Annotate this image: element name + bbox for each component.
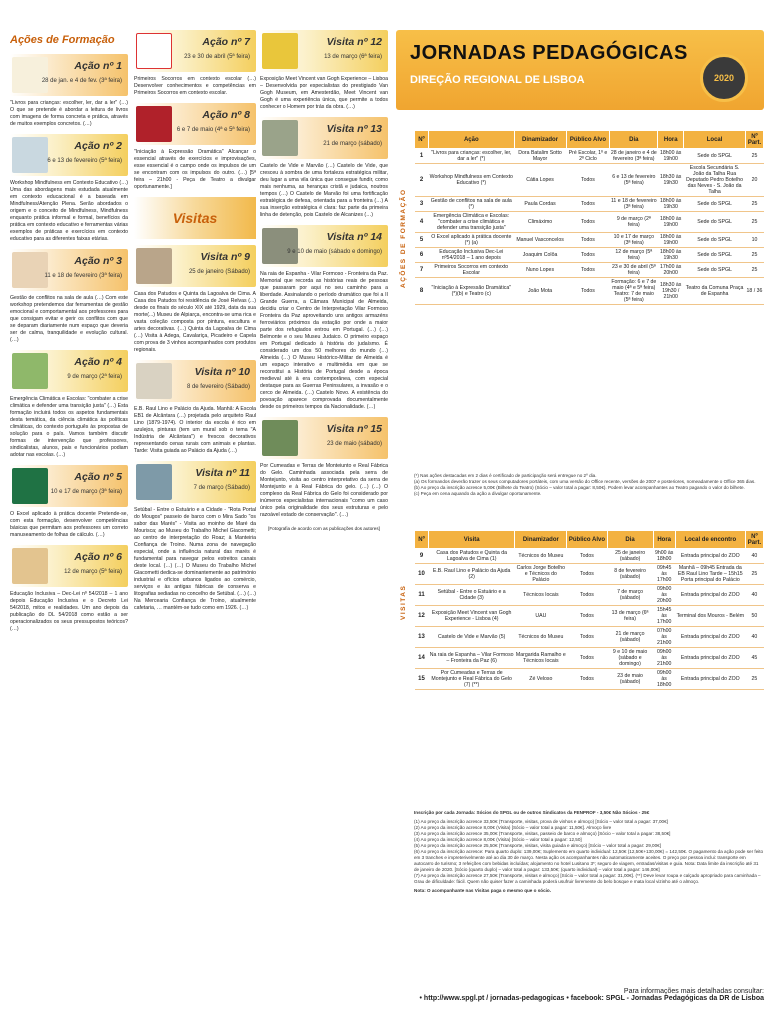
acoes-cell-local: Sede do SPGL	[684, 149, 746, 164]
visits-title: Visitas	[172, 210, 218, 226]
visitas-cell-n: 13	[415, 627, 429, 648]
visitas-cell-pub: Todos	[567, 549, 607, 564]
visita-15-header	[260, 417, 388, 459]
visitas-cell-n: 9	[415, 549, 429, 564]
vilar-formoso-photo	[262, 228, 298, 264]
acoes-cell-part: 25	[745, 263, 763, 278]
visita-9-date: 25 de janeiro (Sábado)	[188, 269, 250, 275]
acoes-cell-din: Dora Batalim Sotto Mayor	[514, 149, 566, 164]
acao-7-text: Primeiros Socorros em contexto escolar (…) Desenvolver conhecimentos e competências em Primeiros Socorros em contexto escolar.	[134, 76, 256, 96]
visitas-cell-local: Entrada principal do ZOO	[675, 627, 745, 648]
acoes-cell-din: Nuno Lopes	[514, 263, 566, 278]
acoes-cell-n: 5	[415, 233, 429, 248]
acoes-cell-local: Sede do SPGL	[684, 248, 746, 263]
acoes-cell-acao: Educação Inclusiva Dec-Lei nº54/2018 – 1 ano depois	[428, 248, 514, 263]
acao-4-number: Ação nº 4	[74, 356, 122, 368]
footer-info: Para informações mais detalhadas consultar:	[623, 988, 764, 995]
visita-10-text: E.B. Raul Lino e Palácio da Ajuda. Manhã: A Escola EB1 de Alcântara (…) projetada pelo arquiteto Raul Lino (1879-1974). O interior da escola é rico em azulejos, pinturas (tem um mural sob o tema "A Indústria de Alcântara") e frescos decorativos representando cenas rurais com animais e plantas. Tarde: Visita guiada ao Palácio da Ajuda (…)	[134, 406, 256, 454]
acoes-cell-part: 18 / 36	[745, 278, 763, 305]
footer	[414, 988, 764, 1002]
th-local: Local	[684, 131, 746, 149]
table-row	[415, 585, 764, 606]
visitas-note: (2) Ao preço da inscrição acresce 8,00€ (Visita) [Sócio – valor total a pagar: 11,50€]. Almoço livre	[414, 825, 612, 830]
acoes-cell-dia: 28 de janeiro e 4 de fevereiro (3ª feira)	[610, 150, 657, 162]
acao-3-text: Gestão de conflitos na sala de aula (…) Com este workshop pretendemos dar ferramentas de gestão emocional e comportamental aos professores para que consigam evitar e gerir os conflitos com que se deparam diariamente num espaço que deveria ser de calma, tranquilidade e evolução cultural. (…)	[10, 295, 128, 343]
visitas-cell-local: Entrada principal do ZOO	[675, 648, 745, 669]
visitas-cell-n: 10	[415, 564, 429, 585]
visitas-cell-pub: Todos	[567, 627, 607, 648]
visitas-note: (1) Ao preço da inscrição acresce 33,50€ (Transporte, visitas, prova de vinhos e almoço) [Sócio – valor total a pagar: 37,00€]	[414, 819, 668, 824]
table-row	[415, 149, 764, 164]
jornadas-2020-logo	[700, 54, 748, 102]
visitas-cell-part: 25	[745, 669, 763, 690]
visitas-cell-local: Entrada principal do ZOO	[675, 669, 745, 690]
visita-9-text: Casa dos Patudos e Quinta da Lagoalva de Cima. A Casa dos Patudos foi residência de José Relvas (...) desde os finais do século XIX até 1929, data da sua morte(...) Museu de Alpiarça, encontra-se uma rica e vasta coleção composta por pintura, escultura e artes decorativas. (…) Quinta da Lagoalva de Cima (…) Visita à Adega, Cavalariça, Picadeiro e Capela com prova de 3 vinhos acompanhados com produtos regionais.	[134, 291, 256, 353]
first-aid-icon	[136, 33, 172, 69]
table-row	[415, 648, 764, 669]
acao-2-number: Ação nº 2	[74, 140, 122, 152]
visitas-cell-n: 14	[415, 648, 429, 669]
acao-5-number: Ação nº 5	[74, 471, 122, 483]
acoes-cell-hora: 18h00 às 19h00	[658, 149, 684, 164]
acoes-notes	[414, 473, 764, 497]
visitas-cell-part: 40	[745, 549, 763, 564]
table-row	[415, 627, 764, 648]
visitas-cell-vis: Casa dos Patudos e Quinta da Lagoalva de Cima (1)	[429, 549, 515, 564]
visitas-cell-hora: 09h00 às 21h00	[653, 648, 675, 669]
acoes-cell-din: Manuel Vasconcelos	[514, 233, 566, 248]
acoes-cell-hora: 17h00 às 20h00	[658, 263, 684, 278]
acoes-cell-local: Sede do SPGL	[684, 233, 746, 248]
th-num: Nº	[415, 531, 429, 549]
visitas-cell-dia: 9 e 10 de maio (sábado e domingo)	[607, 648, 653, 669]
table-row	[415, 606, 764, 627]
van-gogh-poster	[262, 33, 298, 69]
acoes-cell-dia: 10 e 17 de março (3ª feira)	[610, 233, 658, 248]
visitas-cell-part: 45	[745, 648, 763, 669]
visitas-cell-din: Carlos Jorge Botelho e Técnicos do Palácio	[516, 565, 566, 583]
visitas-cell-vis: Por Cumeadas e Terras de Montejunto e Real Fábrica do Gelo (7) (**)	[429, 669, 515, 690]
visitas-cell-dia: 13 de março (6ª feira)	[607, 606, 653, 627]
acoes-cell-pub: Pré Escolar, 1º e 2º Ciclo	[566, 149, 610, 164]
acao-5-text: O Excel aplicado à prática docente Pretende-se, com esta formação, desenvolver competências básicas que permitam aos professores um correto manuseamento de folhas de cálculo. (…)	[10, 511, 128, 538]
excel-icon	[12, 468, 48, 504]
conflict-photo	[12, 252, 48, 288]
visitas-cell-vis: E.B. Raul Lino e Palácio da Ajuda (2)	[429, 564, 515, 585]
visitas-cell-local: Entrada principal do ZOO	[675, 585, 745, 606]
acoes-cell-part: 25	[745, 248, 763, 263]
climate-photo	[12, 353, 48, 389]
visita-11	[134, 461, 256, 612]
visita-14-header	[260, 225, 388, 267]
visita-9	[134, 245, 256, 354]
acoes-cell-hora: 18h00 às 19h30	[658, 248, 684, 263]
mindfulness-photo	[12, 137, 48, 173]
visita-13-text: Castelo de Vide e Marvão (…) Castelo de Vide, que cresceu à sombra de uma fortaleza estratégica militar, deu lugar a uma vila única que consegue fundir, como mais nenhuma, as heranças cristã e judaica, noutros tempos (…) O Castelo de Marvão foi uma fortificação estratégica de defesa, orientada para a fronteira (…) A sua inserção estratégica é clara: faz parte da primeira linha de detenção, pois Castelo de Alcanizes (…)	[260, 163, 388, 218]
visitas-cell-vis: Castelo de Vide e Marvão (5)	[429, 627, 515, 648]
visitas-cell-dia: 8 de fevereiro (sábado)	[607, 564, 653, 585]
visitas-cell-part: 50	[745, 606, 763, 627]
acoes-note: (c) Peça em cena aquando da ação a divulgar oportunamente.	[414, 491, 542, 496]
visita-15-number: Visita nº 15	[326, 423, 382, 435]
visitas-table	[414, 530, 764, 690]
table-row	[415, 197, 764, 212]
acoes-cell-hora: 18h00 às 19h00	[658, 233, 684, 248]
visitas-cell-hora: 15h45 às 17h00	[653, 606, 675, 627]
th-acao: Ação	[428, 131, 514, 149]
acoes-cell-pub: Todos	[566, 197, 610, 212]
acoes-cell-dia: 12 de março (5ª feira)	[610, 248, 658, 263]
comuna-teatro-logo	[136, 106, 172, 142]
visita-9-header	[134, 245, 256, 287]
acoes-cell-local: Escola Secundária S. João da Talha Rua Deputado Pedro Botelho das Neves - S. João da Talha	[684, 164, 746, 197]
visita-11-date: 7 de março (Sábado)	[193, 485, 250, 491]
visita-14-date: 9 e 10 de maio (sábado e domingo)	[287, 249, 382, 255]
table-row	[415, 263, 764, 278]
acoes-cell-pub: Todos	[566, 233, 610, 248]
acoes-cell-acao: Workshop Mindfulness em Contexto Educativo (*)	[428, 164, 514, 197]
visitas-cell-hora: 07h00 às 21h00	[653, 627, 675, 648]
visitas-cell-pub: Todos	[567, 606, 607, 627]
visitas-cell-n: 12	[415, 606, 429, 627]
acao-5-header	[10, 465, 128, 507]
table-row	[415, 248, 764, 263]
acao-6-text: Educação Inclusiva – Dec-Lei nº 54/2018 – 1 ano depois Educação Inclusiva e o Decreto Lei 54/2018, mitos e realidades. Um ano depois da publicação do DL 54/2018 como estão a ser operacionalizados os seus pressupostos teóricos? (…)	[10, 591, 128, 632]
visita-14	[260, 225, 388, 411]
table-row	[415, 233, 764, 248]
acao-4-text: Emergência Climática e Escolas: "combater a crise climática e defender uma transição justa" (…) Esta formação incluirá todos os aspetos fundamentais desta temática, da ciência climática às políticas climáticas, do contexto português às propostas de solução para o país. Vamos também discutir formas de intervenção que professores, sindicalistas, alunos, pais e funcionários podiam adotar nas escolas. (…)	[10, 396, 128, 458]
visitas-cell-local: Entrada principal do ZOO	[675, 549, 745, 564]
acao-7-header	[134, 30, 256, 72]
visitas-cell-vis: Na raia de Espanha – Vilar Formoso – Fronteira da Paz (6)	[429, 648, 515, 669]
acoes-cell-din: Paula Cordas	[514, 197, 566, 212]
visitas-cell-dia: 21 de março (sábado)	[607, 627, 653, 648]
visitas-cell-n: 15	[415, 669, 429, 690]
acoes-cell-acao: O Excel aplicado à prática docente (*) (a)	[428, 233, 514, 248]
th-part: Nº Part.	[745, 531, 763, 549]
acao-4	[10, 350, 128, 459]
acoes-cell-n: 7	[415, 263, 429, 278]
visita-15-date: 23 de maio (sábado)	[326, 441, 382, 447]
acompanhante-note: Nota: O acompanhante nas Visitas paga o mesmo que o sócio.	[414, 888, 551, 893]
acoes-cell-local: Sede do SPGL	[684, 263, 746, 278]
visita-10	[134, 360, 256, 455]
acoes-table	[414, 130, 764, 305]
acao-3-number: Ação nº 3	[74, 255, 122, 267]
visitas-cell-part: 40	[745, 585, 763, 606]
page-subtitle: DIREÇÃO REGIONAL DE LISBOA	[410, 74, 585, 86]
page-title: JORNADAS PEDAGÓGICAS	[410, 42, 688, 64]
acoes-cell-pub: Todos	[566, 248, 610, 263]
visitas-cell-hora: 9h00 às 18h00	[654, 550, 674, 562]
acoes-cell-n: 8	[415, 278, 429, 305]
acoes-cell-acao: Primeiros Socorros em contexto Escolar	[428, 263, 514, 278]
visita-9-number: Visita nº 9	[200, 251, 250, 263]
table-row	[415, 564, 764, 585]
acao-5	[10, 465, 128, 539]
acao-8-text: "Iniciação à Expressão Dramática" Alcançar o essencial através de exercícios e improvisações, esse essencial é o campo onde os impulsos de um se encontram com os impulsos do outro. (…) [5ª feira – 21h00 - Peça de Teatro a divulgar oportunamente.]	[134, 149, 256, 190]
acao-5-date: 10 e 17 de março (3ª feira)	[50, 489, 122, 495]
visitas-cell-local: Manhã – 09h45 Entrada da EB Raul Lino Tarde – 15h15 Porta principal do Palácio	[675, 564, 745, 585]
visitas-cell-hora: 09h45 às 17h00	[653, 564, 675, 585]
visita-11-number: Visita nº 11	[195, 467, 250, 479]
visitas-cell-part: 40	[745, 627, 763, 648]
acao-4-header	[10, 350, 128, 392]
acoes-note: (b) Ao preço da inscrição acresce 5,00€ (Bilhete do Teatro) (Sócio – valor total a pagar: 8,50€). Podem levar acompanhantes ao Teatro pagando o valor do bilhete.	[414, 485, 745, 490]
visitas-cell-hora: 09h00 às 18h00	[653, 669, 675, 690]
acao-3-date: 11 e 18 de fevereiro (3ª feira)	[44, 273, 122, 279]
visita-15-text: Por Cumeadas e Terras de Monteiunto e Real Fábrica do Gelo. Caminhada associada pela serra de Montejunto, visita ao centro interpretativo da serra de Montejunto e à Real Fábrica do gelo. (…) (…) O complexo da Real Fábrica do Gelo foi considerado por inúmeros especialistas internacionais "como um caso único pela originalidade dos seus estruturas e pelo razoável estado de conservação". (…)	[260, 463, 388, 518]
acoes-cell-n: 4	[415, 212, 429, 233]
th-publico: Público Alvo	[567, 531, 607, 549]
table-row	[415, 164, 764, 197]
visita-10-date: 8 de fevereiro (Sábado)	[186, 384, 250, 390]
acao-3	[10, 249, 128, 344]
visita-12-header	[260, 30, 388, 72]
th-visita: Visita	[429, 531, 515, 549]
acoes-cell-part: 20	[745, 164, 763, 197]
acoes-cell-acao: "Iniciação à Expressão Dramática" (*)(b) e Teatro (c)	[428, 278, 514, 305]
acoes-cell-pub: Todos	[566, 212, 610, 233]
visita-13-date: 21 de março (sábado)	[323, 141, 382, 147]
acao-7-number: Ação nº 7	[202, 36, 250, 48]
visitas-cell-pub: Todos	[567, 585, 607, 606]
acoes-cell-dia: 11 e 18 de fevereiro (3ª feira)	[610, 198, 657, 210]
acoes-cell-n: 2	[415, 164, 429, 197]
footer-links[interactable]: • http://www.spgl.pt / jornadas-pedagogicas • facebook: SPGL - Jornadas Pedagógicas da DR de Lisboa	[419, 995, 764, 1002]
montejunto-photo	[262, 420, 298, 456]
acoes-cell-local: Sede do SPGL	[684, 197, 746, 212]
visits-banner	[134, 197, 256, 239]
acoes-cell-dia: 9 de março (2ª feira)	[610, 212, 658, 233]
visitas-note: (6) Ao preço da inscrição acresce: Para quarto duplo: 139,00€; Suplemento em quarto individual: 12,50€ (12,50€+130,00€) = 142,50€. O pagamento da ação pode ser feito em 3 tranches e impreterivelmente até ao dia 30 de março. Nesta ação os acompanhantes não automaticamente aceites. O preço por pessoa inclui: transporte em autocarro de turismo; 3 refeições com bebidas incluídas; alojamento no hotel Lusitano 3*; seguro de viagem, entradas/visitas e guia. Nota: Data limite da inscrição até 31 de janeiro de 2020. [Sócio (quarto duplo) – valor total a pagar: 133,50€; (quarto individual) – valor total a pagar: 146,00€]	[414, 849, 764, 872]
visita-14-number: Visita nº 14	[326, 231, 382, 243]
title-banner	[396, 30, 764, 110]
acao-1-header	[10, 54, 128, 96]
visitas-cell-pub: Todos	[567, 648, 607, 669]
side-label-acoes: AÇÕES DE FORMAÇÃO	[400, 188, 407, 288]
setubal-photo	[136, 464, 172, 500]
acoes-cell-acao: "Livros para crianças: escolher, ler, dar a ler" (*)	[428, 149, 514, 164]
visitas-cell-din: Margarida Ramalho e Técnicos locais	[515, 648, 567, 669]
logo-year: 2020	[713, 73, 735, 83]
section-title-acoes: Ações de Formação	[10, 34, 115, 46]
visitas-cell-n: 11	[415, 585, 429, 606]
acoes-cell-hora: 18h00 às 19h30	[658, 197, 684, 212]
acoes-cell-local: Sede do SPGL	[684, 212, 746, 233]
acao-8-header	[134, 103, 256, 145]
acoes-note: (a) Os formandos deverão trazer os seus computadores portáteis, com uma versão do Office recente, versões de 2007 e posteriores, nomeadamente o Office 365 dias.	[414, 479, 756, 484]
acoes-cell-pub: Todos	[566, 164, 610, 197]
th-part: Nº Part.	[745, 131, 763, 149]
visitas-cell-dia: 23 de maio (sábado)	[607, 669, 653, 690]
visita-12-date: 13 de março (6ª feira)	[324, 54, 382, 60]
th-dia: Dia	[607, 531, 653, 549]
table-row	[415, 212, 764, 233]
visita-10-number: Visita nº 10	[194, 366, 250, 378]
acao-7	[134, 30, 256, 97]
acao-6-date: 12 de março (5ª feira)	[64, 569, 122, 575]
acao-6-header	[10, 545, 128, 587]
acao-1-text: "Livros para crianças: escolher, ler, dar a ler" (…) O que se pretende é abordar a leitura de livros com imagens de forma concreta e prática, através de muitos exemplos concretos. (…)	[10, 100, 128, 127]
acao-2-date: 6 e 13 de fevereiro (5ª feira)	[47, 158, 122, 164]
inscricao-note: Inscrição por cada Jornada: Sócios do SPGL ou de outros Sindicatos da FENPROF - 3,50€ Não Sócios - 25€	[414, 810, 650, 815]
acao-7-date: 23 e 30 de abril (5ª feira)	[184, 54, 250, 60]
visitas-cell-vis: Exposição Meet Vincent van Gogh Experience - Lisboa (4)	[429, 606, 515, 627]
acoes-cell-hora: 18h30 às 19h30	[658, 164, 684, 197]
visita-10-header	[134, 360, 256, 402]
acoes-cell-part: 10	[745, 233, 763, 248]
th-local: Local de encontro	[675, 531, 745, 549]
acoes-cell-din: Joaquim Colôa	[514, 248, 566, 263]
visitas-cell-hora: 09h00 às 20h00	[653, 585, 675, 606]
acoes-note: (*) Nas ações destacadas em 2 dias é certificado de participação será entregue no 2º dia.	[414, 473, 597, 478]
th-hora: Hora	[658, 131, 684, 149]
acoes-cell-hora: 18h30 às 19h30 / 21h00	[658, 278, 684, 305]
acoes-cell-dia: 6 e 13 de fevereiro (5ª feira)	[610, 164, 658, 197]
side-label-visitas: VISITAS	[400, 584, 407, 620]
acoes-cell-acao: Emergência Climática e Escolas: "combater a crise climática e defender uma transição justa"	[428, 212, 514, 233]
acoes-table-header	[415, 131, 764, 149]
inclusion-illustration	[12, 548, 48, 584]
acao-6	[10, 545, 128, 633]
table-row	[415, 669, 764, 690]
visita-13-number: Visita nº 13	[326, 123, 382, 135]
th-num: Nº	[415, 131, 429, 149]
th-dia: Dia	[610, 131, 658, 149]
visitas-cell-din: Técnicos locais	[515, 585, 567, 606]
acoes-cell-n: 1	[415, 149, 429, 164]
visita-14-text: Na raia de Espanha - Vilar Formoso - Fronteira da Paz. Memorial que recorda as histórias reais de pessoas que passaram por aqui no seu caminho para a liberdade. Assinalando o período dramático que foi a II Grande Guerra, a Câmara Municipal de Almeida, decidiu criar o Centro de Interpretação Vilar Formoso Fronteira da Paz aproveitando uns antigos armazéns ferroviários próximos da estação por onde a maior parte dos refugiados entrou em Portugal. (…) (…) Belmonte e o seu Museu Judaico. O primeiro espaço em Portugal dedicado à história do judaísmo. É considerado um dos 50 melhores do mundo (…) Almeida (…) O Museu Histórico-Militar de Almeida é um espaço interativo e multimédia em que se reconstitui a História de Portugal desde a época medieval até à era contemporânea, com especial destaque para as Guerras Peninsulares, a invasão e o cerco de Almeida. (…) Castelo Novo. A existência do povoação aparece comprovada documentalmente desde os primeiros tempos da Nacionalidade. (…)	[260, 271, 388, 410]
visitas-cell-local: Terminal dos Mouros - Belém	[675, 606, 745, 627]
column-acoes-1	[10, 30, 128, 1015]
acoes-cell-pub: Todos	[566, 278, 610, 305]
castelo-vide-photo	[262, 120, 298, 156]
visita-12-text: Exposição Meet Vincent van Gogh Experience – Lisboa – Desenvolvida por especialistas do prestigiado Van Gogh Museum, em Amesterdão, Meet Vincent van Gogh é uma experiência única, que permite a todos conhecer o Homem por trás da obra. (…)	[260, 76, 388, 110]
book-illustration	[12, 57, 48, 93]
acoes-cell-hora: 18h00 às 19h00	[658, 212, 684, 233]
acao-2-text: Workshop Mindfulness em Contexto Educativo (…) Uma das abordagens mais estudada atualmente em contexto educacional é a baseada em Mindfulness/Atenção Plena. Serão abordados o origem e o conceito de Mindfulness, Mindfulness enquanto prática informal e formal, benefícios da prática em contexto educativo e ferramentas várias exemplos de práticas e exercícios em contexto educativo para as diferentes faixas etárias.	[10, 180, 128, 242]
acoes-cell-acao: Gestão de conflitos na sala de aula (*)	[428, 197, 514, 212]
acoes-cell-part: 25	[745, 197, 763, 212]
table-row	[415, 549, 764, 564]
acao-8	[134, 103, 256, 191]
visita-13	[260, 117, 388, 219]
acao-6-number: Ação nº 6	[74, 551, 122, 563]
visitas-cell-dia: 7 de março (sábado)	[607, 585, 653, 606]
acoes-cell-din: Climáximo	[514, 212, 566, 233]
column-visitas	[260, 30, 388, 1015]
acoes-cell-local: Teatro da Comuna Praça de Espanha	[684, 278, 746, 305]
visitas-note: (5) Ao preço da inscrição acresce 25,50€ (Transporte, visitas, visita guiada e almoço) [Sócio – valor total a pagar: 29,00€]	[414, 843, 662, 848]
visitas-note: (7) Ao preço da inscrição acresce 27,50€ (Transporte, visitas e almoço) [Sócio – valor total a pagar: 31,00€]. (**) Deve levar roupa e calçado apropriado para caminhada – Grau de dificuldade: fácil. Quem não quiser fazer a caminhada poderá usufruir livremente do belo bosque e mata local vizinho até o almoço.	[414, 873, 761, 884]
acoes-cell-dia: Formação: 6 e 7 de maio (4ª e 5ª feira) Teatro: 7 de maio (5ª feira)	[611, 279, 657, 303]
visitas-cell-part: 25	[745, 564, 763, 585]
visita-13-header	[260, 117, 388, 159]
visitas-note: (4) Ao preço da inscrição acresce 8,00€ (Visita) [Sócio – valor total a pagar: 12,50]	[414, 837, 582, 842]
acao-4-date: 9 de março (2ª feira)	[67, 374, 122, 380]
acoes-cell-din: Cátia Lopes	[514, 164, 566, 197]
acoes-cell-n: 6	[415, 248, 429, 263]
th-publico: Público Alvo	[566, 131, 610, 149]
acoes-cell-dia: 23 e 30 de abril (5ª feira)	[610, 263, 658, 278]
visita-11-text: Setúbal - Entre o Estuário e a Cidade - "Rota Portal do Mougos" passeio de barco com o Mira Sado "os sabor das Marés" - Visita ao moinho de Maré da Mourisca; ao Museu do Trabalho Michel Giacometti; ao centro de interpretação do Roaz; à Manteiria Confiança de Troino. Numa zona de navegação especial, onde a influência natural das marés é fundamental para navegar pelos estreitos canais deste local. (…) (…) O Museu do Trabalho Michel Giacometti dedica-se dominantemente ao património industrial e ofícios urbanos ligados ao comércio, serviços e às antigas fábricas de conserva e litografias sediadas no concelho de Setúbal. (…) (…) Na Mercearia Confiança de Troino, atualmente cafetaria, … mantém-se tudo como em 1926. (…)	[134, 507, 256, 611]
visitas-table-header	[415, 531, 764, 549]
acoes-cell-pub: Todos	[566, 263, 610, 278]
visitas-cell-din: Técnicos do Museu	[515, 549, 567, 564]
th-dinamizador: Dinamizador	[515, 531, 567, 549]
photo-credit: [Fotografia de acordo com as publicações dos autores]	[268, 526, 380, 531]
visitas-cell-pub: Todos	[567, 564, 607, 585]
visitas-cell-din: UAU	[515, 606, 567, 627]
visita-12-number: Visita nº 12	[326, 36, 382, 48]
visitas-cell-pub: Todos	[567, 669, 607, 690]
th-dinamizador: Dinamizador	[514, 131, 566, 149]
acao-1	[10, 54, 128, 128]
acao-3-header	[10, 249, 128, 291]
visita-11-header	[134, 461, 256, 503]
raul-lino-school-photo	[136, 363, 172, 399]
acoes-cell-part: 25	[745, 212, 763, 233]
acao-2-header	[10, 134, 128, 176]
th-hora: Hora	[653, 531, 675, 549]
visitas-cell-din: Técnicos do Museu	[515, 627, 567, 648]
column-acoes-2	[134, 30, 256, 1015]
acoes-cell-din: João Mota	[514, 278, 566, 305]
visita-12	[260, 30, 388, 111]
visitas-cell-vis: Setúbal - Entre o Estuário e a Cidade (3)	[429, 585, 515, 606]
acoes-cell-n: 3	[415, 197, 429, 212]
acoes-cell-part: 25	[745, 149, 763, 164]
acao-8-number: Ação nº 8	[202, 109, 250, 121]
acao-1-date: 28 de jan. e 4 de fev. (3ª feira)	[41, 78, 122, 84]
acao-1-number: Ação nº 1	[74, 60, 122, 72]
visita-15	[260, 417, 388, 519]
casa-patudos-photo	[136, 248, 172, 284]
visitas-cell-din: Zé Veloso	[515, 669, 567, 690]
visitas-cell-dia: 25 de janeiro (sábado)	[607, 549, 653, 564]
visitas-notes	[414, 810, 764, 894]
acao-2	[10, 134, 128, 243]
visitas-note: (3) Ao preço da inscrição acresce 35,00€ (Transporte, visitas, passeio de barco e almoço) [Sócio – valor total a pagar: 38,50€]	[414, 831, 671, 836]
acao-8-date: 6 e 7 de maio (4ª e 5ª feira)	[176, 127, 250, 133]
table-row	[415, 278, 764, 305]
